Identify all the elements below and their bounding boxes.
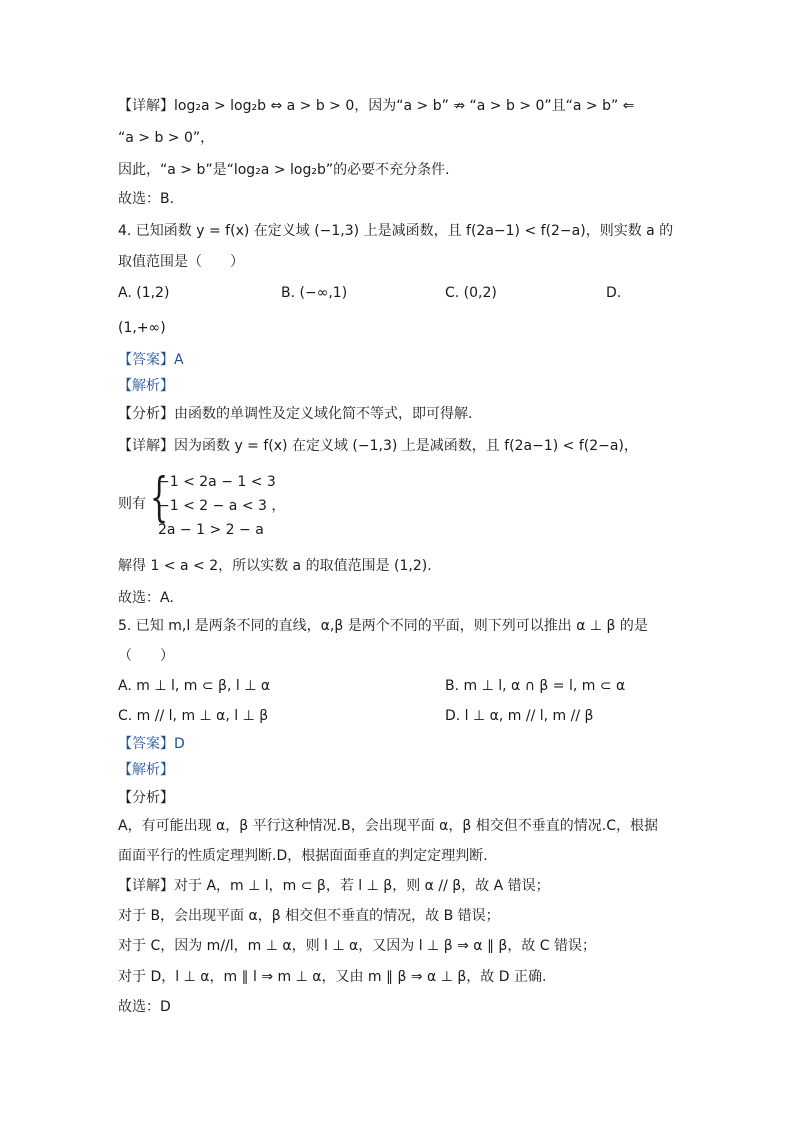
q5-option-d: D. l ⊥ α, m // l, m // β <box>445 708 594 724</box>
q4-option-a: A. (1,2) <box>118 285 170 301</box>
answer-select-4: 故选：A. <box>118 590 174 606</box>
system-row-1: −1 < 2a − 1 < 3 <box>158 474 276 490</box>
q5-option-a: A. m ⊥ l, m ⊂ β, l ⊥ α <box>118 678 271 694</box>
question-5-stem: 5. 已知 m,l 是两条不同的直线，α,β 是两个不同的平面，则下列可以推出 α ⊥ β 的是 <box>118 618 648 634</box>
detail-5-b: 对于 B，会出现平面 α，β 相交但不垂直的情况，故 B 错误； <box>118 908 500 924</box>
question-5-stem-cont: （ ） <box>118 648 174 664</box>
analysis-4-heading: 【解析】 <box>118 378 174 394</box>
question-4-stem-cont: 取值范围是（ ） <box>118 254 244 270</box>
detail-5-c: 对于 C，因为 m//l，m ⊥ α，则 l ⊥ α，又因为 l ⊥ β ⇒ α ∥ β，故 C 错误； <box>118 938 597 954</box>
detail-line-2: “a > b > 0”， <box>118 130 215 146</box>
answer-select-5: 故选：D <box>118 999 171 1015</box>
q5-option-b: B. m ⊥ l, α ∩ β = l, m ⊂ α <box>445 678 626 694</box>
q4-option-d-value: (1,+∞) <box>118 320 166 336</box>
detail-line-1: 【详解】log₂a > log₂b ⇔ a > b > 0，因为“a > b” ⇏ “a > b > 0”且“a > b” ⇐ <box>118 98 635 114</box>
q5-option-c: C. m // l, m ⊥ α, l ⊥ β <box>118 708 269 724</box>
detail-line-3: 因此，“a > b”是“log₂a > log₂b”的必要不充分条件. <box>118 162 450 178</box>
analysis-5-para-2: 面面平行的性质定理判断.D，根据面面垂直的判定定理判断. <box>118 848 488 864</box>
system-label: 则有 <box>118 496 146 512</box>
analysis-4-detail: 【详解】因为函数 y = f(x) 在定义域 (−1,3) 上是减函数，且 f(2a−1) < f(2−a)， <box>118 438 638 454</box>
answer-4: 【答案】A <box>118 352 184 368</box>
q4-option-c: C. (0,2) <box>445 285 497 301</box>
analysis-4-method: 【分析】由函数的单调性及定义域化简不等式，即可得解. <box>118 406 473 422</box>
solution-4: 解得 1 < a < 2，所以实数 a 的取值范围是 (1,2). <box>118 558 432 574</box>
question-4-stem: 4. 已知函数 y = f(x) 在定义域 (−1,3) 上是减函数，且 f(2a−1) < f(2−a)，则实数 a 的 <box>118 223 674 239</box>
answer-5: 【答案】D <box>118 736 185 752</box>
brace-icon: { <box>150 468 169 528</box>
analysis-5-heading: 【解析】 <box>118 762 174 778</box>
inequality-system <box>118 466 318 538</box>
answer-select-3: 故选：B. <box>118 191 175 207</box>
system-row-3: 2a − 1 > 2 − a <box>158 522 264 538</box>
analysis-5-method-heading: 【分析】 <box>118 790 174 806</box>
q4-option-b: B. (−∞,1) <box>281 285 348 301</box>
system-row-2: −1 < 2 − a < 3 ， <box>158 498 286 514</box>
detail-5-a: 【详解】对于 A，m ⊥ l，m ⊂ β，若 l ⊥ β，则 α // β，故 A 错误； <box>118 878 550 894</box>
analysis-5-para-1: A，有可能出现 α，β 平行这种情况.B，会出现平面 α，β 相交但不垂直的情况.C，根据 <box>118 818 658 834</box>
q4-option-d-label: D. <box>606 285 622 301</box>
detail-5-d: 对于 D，l ⊥ α，m ∥ l ⇒ m ⊥ α，又由 m ∥ β ⇒ α ⊥ β，故 D 正确. <box>118 969 547 985</box>
